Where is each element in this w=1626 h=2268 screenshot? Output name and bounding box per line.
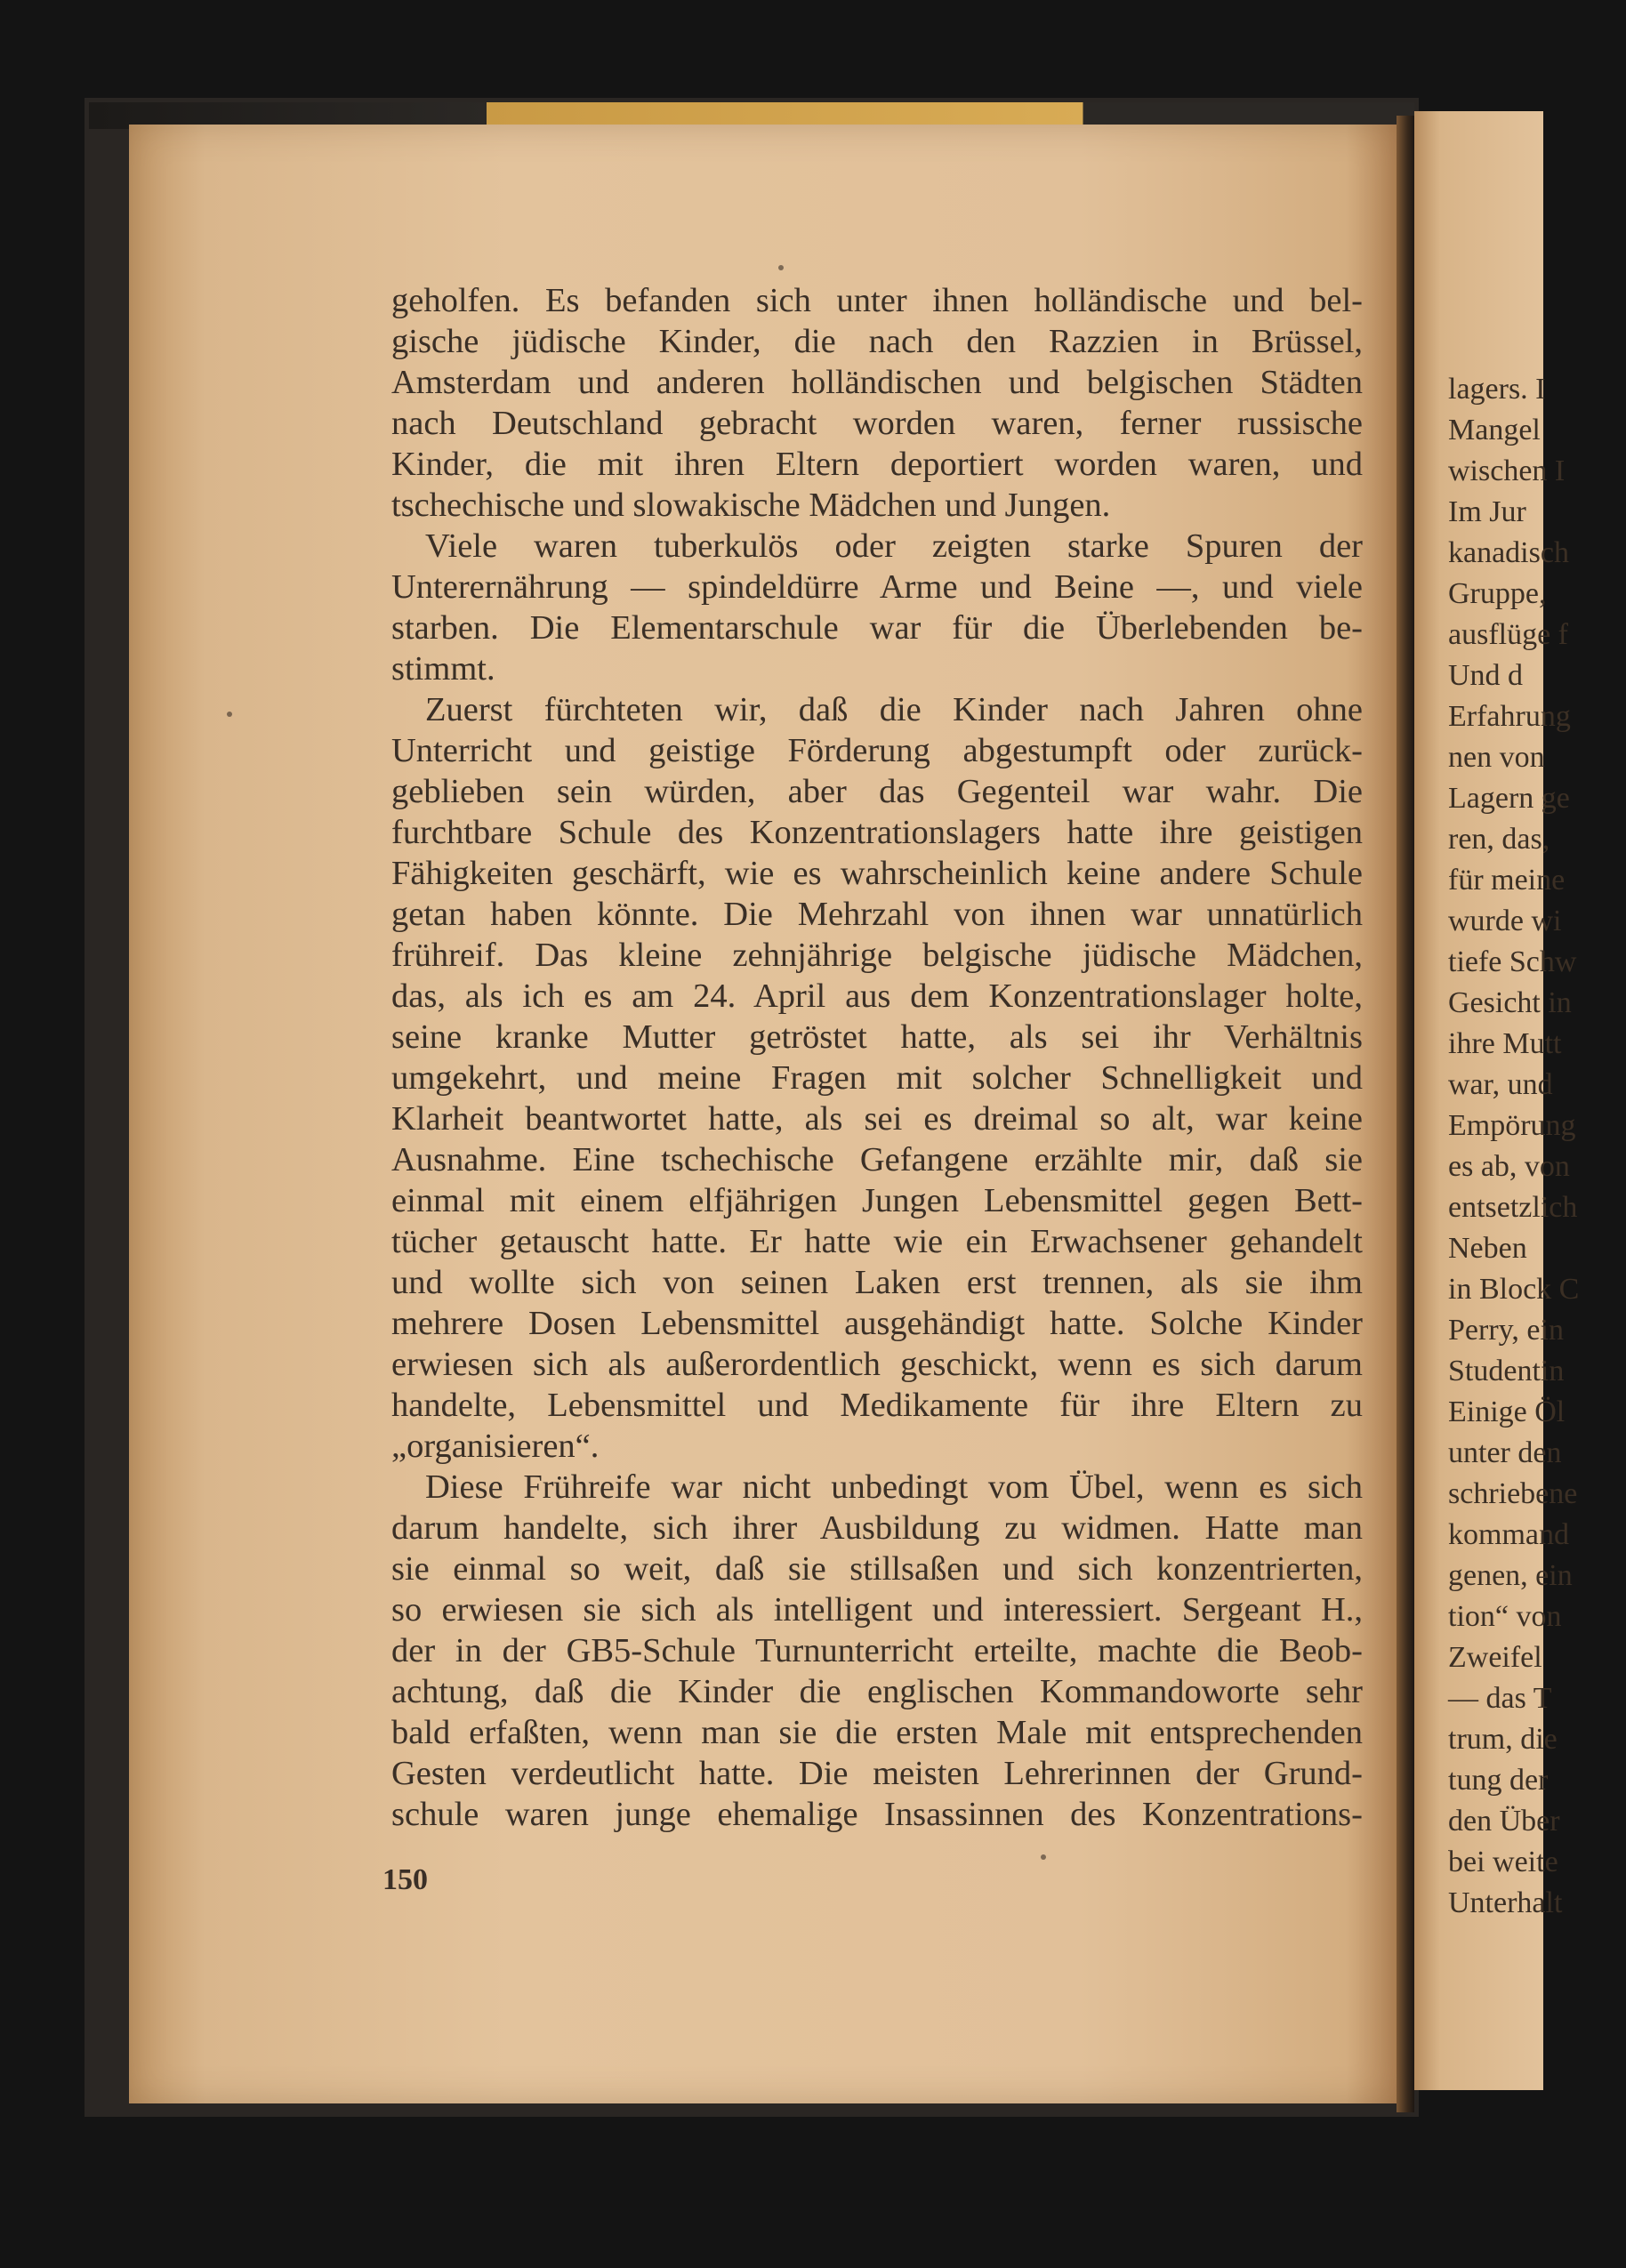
- text-line: tschechische und slowakische Mädchen und Jungen.: [391, 487, 1111, 524]
- facing-text-line: ihre Mutt: [1448, 1027, 1562, 1060]
- text-line: stimmt.: [391, 650, 495, 688]
- facing-text-line: Neben: [1448, 1232, 1527, 1265]
- text-line: bald erfaßten, wenn man sie die ersten Male mit entsprechenden: [391, 1714, 1363, 1751]
- facing-text-line: Empörung: [1448, 1109, 1576, 1142]
- text-line: Klarheit beantwortet hatte, als sei es dreimal so alt, war keine: [391, 1100, 1363, 1138]
- text-line: furchtbare Schule des Konzentrationslagers hatte ihre geistigen: [391, 814, 1363, 851]
- text-line: darum handelte, sich ihrer Ausbildung zu widmen. Hatte man: [391, 1509, 1363, 1547]
- facing-text-line: bei weite: [1448, 1846, 1558, 1878]
- text-line: nach Deutschland gebracht worden waren, ferner russische: [391, 405, 1363, 442]
- facing-page-text: [1448, 369, 1626, 1924]
- facing-text-line: Gruppe,: [1448, 577, 1547, 610]
- text-line: schule waren junge ehemalige Insassinnen des Konzentrations-: [391, 1796, 1363, 1833]
- text-line: das, als ich es am 24. April aus dem Konzentrationslager holte,: [391, 977, 1363, 1015]
- facing-text-line: wurde wi: [1448, 905, 1562, 937]
- facing-text-line: kanadisch: [1448, 536, 1569, 569]
- facing-text-line: Mangel: [1448, 414, 1541, 446]
- facing-text-line: wischen I: [1448, 454, 1566, 487]
- facing-text-line: Lagern ge: [1448, 782, 1570, 815]
- text-line: Fähigkeiten geschärft, wie es wahrscheinlich keine andere Schule: [391, 855, 1363, 892]
- facing-text-line: tiefe Schw: [1448, 945, 1577, 978]
- text-line: Viele waren tuberkulös oder zeigten starke Spuren der: [425, 527, 1363, 565]
- facing-text-line: für meine: [1448, 864, 1566, 897]
- text-line: gische jüdische Kinder, die nach den Razzien in Brüssel,: [391, 323, 1363, 360]
- facing-text-line: Unterhalt: [1448, 1886, 1563, 1919]
- text-line: geholfen. Es befanden sich unter ihnen holländische und bel-: [391, 282, 1363, 319]
- text-line: mehrere Dosen Lebensmittel ausgehändigt hatte. Solche Kinder: [391, 1305, 1363, 1342]
- text-line: Amsterdam und anderen holländischen und belgischen Städten: [391, 364, 1363, 401]
- text-line: umgekehrt, und meine Fragen mit solcher Schnelligkeit und: [391, 1059, 1363, 1097]
- facing-text-line: Einige Öl: [1448, 1395, 1566, 1428]
- facing-text-line: Perry, ein: [1448, 1314, 1564, 1347]
- text-line: und wollte sich von seinen Laken erst trennen, als sie ihm: [391, 1264, 1363, 1301]
- text-line: handelte, Lebensmittel und Medikamente für ihre Eltern zu: [391, 1387, 1363, 1424]
- text-line: „organisieren“.: [391, 1428, 600, 1465]
- facing-text-line: entsetzlich: [1448, 1191, 1578, 1224]
- facing-text-line: ausflüge f: [1448, 618, 1569, 651]
- text-line: getan haben könnte. Die Mehrzahl von ihnen war unnatürlich: [391, 896, 1363, 933]
- text-line: Unterricht und geistige Förderung abgestumpft oder zurück-: [391, 732, 1363, 769]
- facing-text-line: tung der: [1448, 1764, 1549, 1797]
- facing-text-line: trum, die: [1448, 1723, 1558, 1756]
- facing-text-line: den Über: [1448, 1805, 1560, 1838]
- facing-text-line: Und d: [1448, 659, 1524, 692]
- text-line: seine kranke Mutter getröstet hatte, als sei ihr Verhältnis: [391, 1018, 1363, 1056]
- facing-text-line: ren, das,: [1448, 823, 1550, 856]
- facing-text-line: — das T: [1448, 1682, 1552, 1715]
- facing-text-line: lagers. I: [1448, 373, 1546, 406]
- text-line: Kinder, die mit ihren Eltern deportiert worden waren, und: [391, 446, 1363, 483]
- book-gutter: [1397, 116, 1414, 2112]
- facing-text-line: schriebene: [1448, 1477, 1578, 1510]
- right-page: [1414, 111, 1580, 2090]
- text-line: Gesten verdeutlicht hatte. Die meisten Lehrerinnen der Grund-: [391, 1755, 1363, 1792]
- text-line: achtung, daß die Kinder die englischen Kommandoworte sehr: [391, 1673, 1363, 1710]
- facing-text-line: Zweifel: [1448, 1641, 1542, 1674]
- text-line: einmal mit einem elfjährigen Jungen Lebensmittel gegen Bett-: [391, 1182, 1363, 1219]
- facing-text-line: unter den: [1448, 1436, 1562, 1469]
- facing-text-line: Im Jur: [1448, 495, 1526, 528]
- text-line: erwiesen sich als außerordentlich geschickt, wenn es sich darum: [391, 1346, 1363, 1383]
- page-number: 150: [382, 1863, 428, 1896]
- facing-text-line: genen, ein: [1448, 1559, 1573, 1592]
- facing-text-line: in Block C: [1448, 1273, 1580, 1306]
- text-line: so erwiesen sie sich als intelligent und interessiert. Sergeant H.,: [391, 1591, 1363, 1629]
- text-line: frühreif. Das kleine zehnjährige belgische jüdische Mädchen,: [391, 937, 1363, 974]
- text-line: Unterernährung — spindeldürre Arme und Beine —, und viele: [391, 568, 1363, 606]
- facing-text-line: Erfahrung: [1448, 700, 1571, 733]
- text-line: sie einmal so weit, daß sie stillsaßen und sich konzentrierten,: [391, 1550, 1363, 1588]
- text-line: Diese Frühreife war nicht unbedingt vom Übel, wenn es sich: [425, 1468, 1363, 1506]
- facing-text-line: tion“ von: [1448, 1600, 1562, 1633]
- facing-text-line: kommand: [1448, 1518, 1569, 1551]
- facing-text-line: Gesicht in: [1448, 986, 1572, 1019]
- text-line: Zuerst fürchteten wir, daß die Kinder nach Jahren ohne: [425, 691, 1363, 728]
- facing-text-line: Studentin: [1448, 1355, 1565, 1387]
- text-line: Ausnahme. Eine tschechische Gefangene erzählte mir, daß sie: [391, 1141, 1363, 1178]
- text-line: tücher getauscht hatte. Er hatte wie ein Erwachsener gehandelt: [391, 1223, 1363, 1260]
- text-line: starben. Die Elementarschule war für die Überlebenden be-: [391, 609, 1363, 647]
- page-body-text: [391, 280, 1363, 1835]
- facing-text-line: nen von: [1448, 741, 1545, 774]
- facing-text-line: war, und: [1448, 1068, 1553, 1101]
- text-line: der in der GB5-Schule Turnunterricht erteilte, machte die Beob-: [391, 1632, 1363, 1669]
- text-line: geblieben sein würden, aber das Gegenteil war wahr. Die: [391, 773, 1363, 810]
- facing-text-line: es ab, von: [1448, 1150, 1570, 1183]
